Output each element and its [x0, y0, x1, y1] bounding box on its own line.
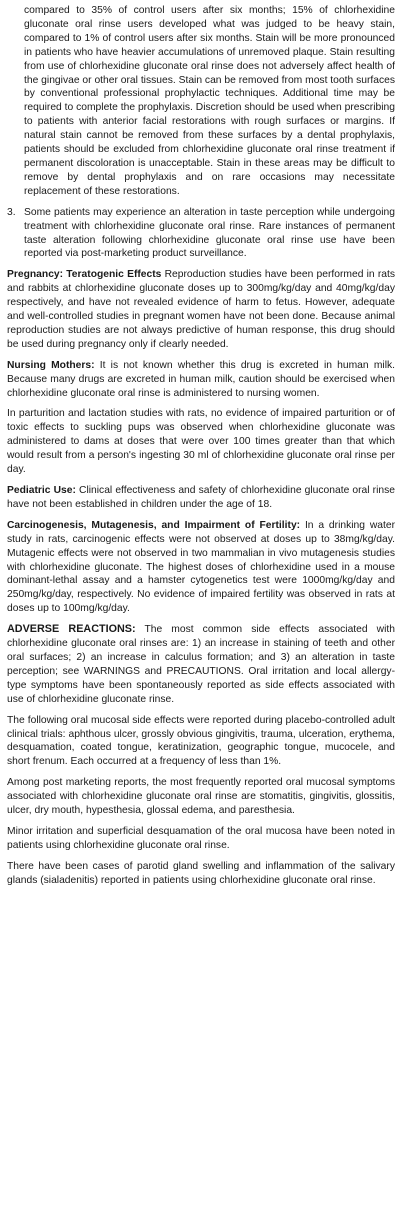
- parturition-paragraph: In parturition and lactation studies with rats, no evidence of impaired parturition or of toxic effects to suckling pups was observed when chlorhexidine gluconate was administered to dams at doses that were over 100 times greater than that which would result from a person's ingesting 30 ml of chlorhexidine gluconate oral rinse per day.: [7, 408, 395, 476]
- pediatric-heading: Pediatric Use:: [7, 485, 76, 496]
- carcinogenesis-text: In a drinking water study in rats, carcinogenic effects were not observed at doses up to 38mg/kg/day. Mutagenic effects were not observed in two mammalian in vivo mutagenesis studies with chlorhexidine gluconate. The highest doses of chlorhexidine used in a mouse dominant-lethal assay and a hamster cytogenetics test were 1000mg/kg/day and 250mg/kg/day, respectively. No evidence of impaired fertility was observed in rats at doses up to 100mg/kg/day.: [7, 519, 396, 615]
- pregnancy-heading: Pregnancy: Teratogenic Effects: [7, 269, 162, 281]
- continued-list-item: [7, 4, 395, 199]
- nursing-heading: Nursing Mothers:: [7, 359, 95, 371]
- nursing-text: It is not known whether this drug is excreted in human milk. Because many drugs are excreted in human milk, caution should be exercised when chlorhexidine gluconate oral rinse is administered to nursing women.: [7, 359, 395, 399]
- adverse-reactions-section: [7, 623, 395, 706]
- parotid-paragraph: There have been cases of parotid gland swelling and inflammation of the salivary glands (sialadenitis) reported in patients using chlorhexidine gluconate oral rinse.: [7, 860, 395, 886]
- adverse-reactions-text: The most common side effects associated with chlorhexidine gluconate oral rinses are: 1) an increase in staining of teeth and other oral surfaces; 2) an increase in calculus formation; and 3) an alteration in taste perception; see WARNINGS and PRECAUTIONS. Oral irritation and local allergy-type symptoms have been spontaneously reported as side effects associated with use of chlorhexidine gluconate rinse.: [7, 624, 395, 705]
- nursing-section: [7, 359, 395, 401]
- pregnancy-text: Reproduction studies have been performed in rats and rabbits at chlorhexidine gluconate doses up to 300mg/kg/day and 40mg/kg/day respectively, and have not revealed evidence of harm to fetus. However, adequate and well-controlled studies in pregnant women have not been done. Because animal reproduction studies are not always predictive of human response, this drug should be used during pregnancy only if clearly needed.: [7, 269, 395, 350]
- adverse-reactions-heading: ADVERSE REACTIONS:: [7, 623, 136, 636]
- list-item-3: [7, 206, 395, 262]
- mucosal-effects-paragraph: The following oral mucosal side effects were reported during placebo-controlled adult clinical trials: aphthous ulcer, grossly obvious gingivitis, trauma, ulceration, erythema, desquamation, coated tongue, keratinization, geographic tongue, mucocele, and short frenum. Each occurred at a frequency of less than 1%.: [7, 714, 395, 768]
- list-item-number: 3.: [7, 206, 16, 218]
- pediatric-text: Clinical effectiveness and safety of chlorhexidine gluconate oral rinse have not been established in children under the age of 18.: [7, 485, 395, 510]
- post-marketing-paragraph: Among post marketing reports, the most frequently reported oral mucosal symptoms associated with chlorhexidine gluconate oral rinse are stomatitis, gingivitis, glossitis, ulcer, dry mouth, hypesthesia, glossal edema, and paresthesia.: [7, 777, 395, 817]
- pediatric-section: [7, 484, 395, 512]
- taste-paragraph: Some patients may experience an alteration in taste perception while undergoing treatment with chlorhexidine gluconate oral rinse. Rare instances of permanent taste alteration following chlorhexidine gluconate oral rinse use have been reported via post-marketing product surveillance.: [24, 206, 395, 260]
- minor-irritation-paragraph: Minor irritation and superficial desquamation of the oral mucosa have been noted in patients using chlorhexidine gluconate oral rinse.: [7, 825, 395, 851]
- carcinogenesis-heading: Carcinogenesis, Mutagenesis, and Impairment of Fertility:: [7, 519, 301, 531]
- carcinogenesis-section: [7, 519, 395, 616]
- stain-paragraph: compared to 35% of control users after six months; 15% of chlorhexidine gluconate oral rinse users developed what was judged to be heavy stain, compared to 1% of control users after six months. Stain will be more pronounced in patients who have heavier accumulations of unremoved plaque. Stain resulting from use of chlorhexidine gluconate oral rinse does not adversely affect health of the gingivae or other oral tissues. Stain can be removed from most tooth surfaces by conventional professional prophylactic techniques. Additional time may be required to complete the prophylaxis. Discretion should be used when prescribing to patients with anterior facial restorations with rough surfaces or margins. If natural stain cannot be removed from these surfaces by a dental prophylaxis, patients should be excluded from chlorhexidine gluconate oral rinse treatment if permanent discoloration is unacceptable. Stain in these areas may be difficult to remove by dental prophylaxis and on rare occasions may necessitate replacement of these restorations.: [24, 5, 395, 197]
- pregnancy-section: [7, 268, 395, 351]
